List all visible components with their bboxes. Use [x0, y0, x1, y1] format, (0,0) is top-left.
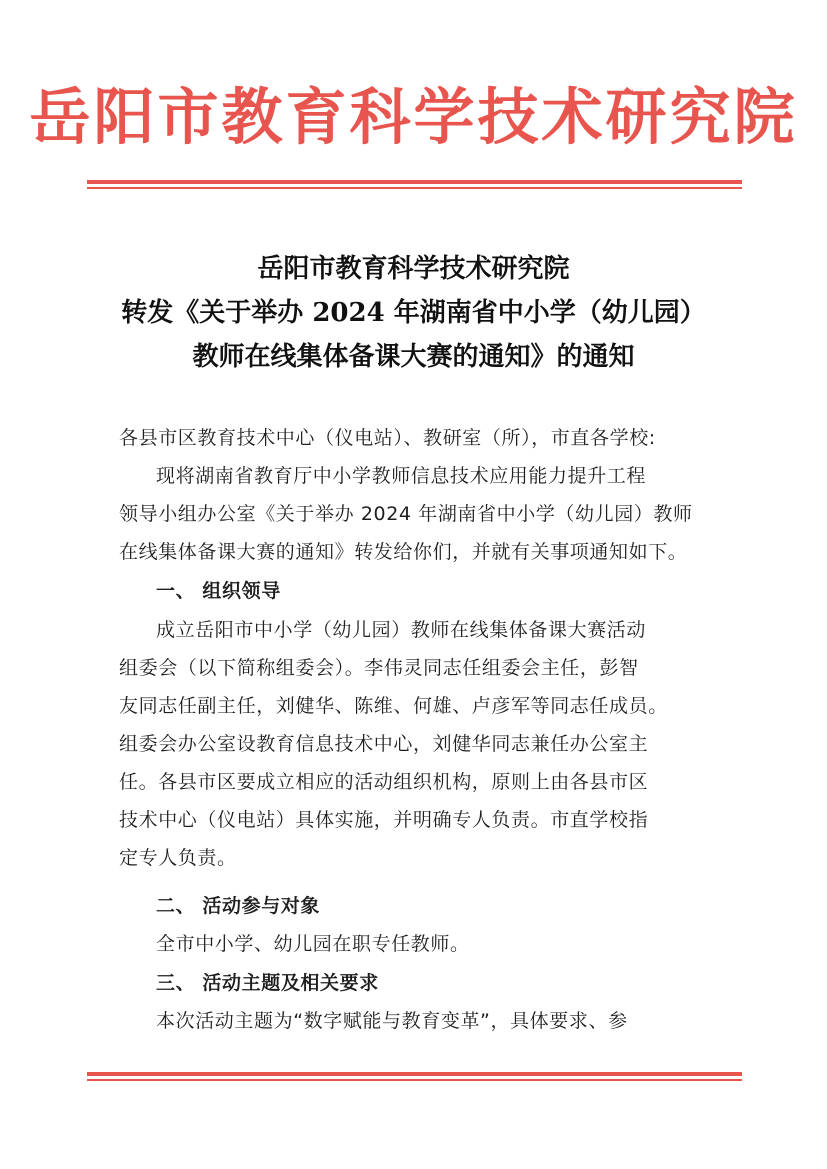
- section-heading-3: 三、 活动主题及相关要求: [156, 972, 379, 994]
- section1-line: 组委会办公室设教育信息技术中心，刘健华同志兼任办公室主: [119, 733, 649, 755]
- section1-line: 友同志任副主任，刘健华、陈维、何雄、卢彦军等同志任成员。: [119, 695, 668, 717]
- section2-line: 全市中小学、幼儿园在职专任教师。: [156, 933, 470, 955]
- section1-line: 技术中心（仪电站）具体实施，并明确专人负责。市直学校指: [119, 809, 649, 831]
- section-heading-2: 二、 活动参与对象: [156, 895, 321, 917]
- footer-rule-thin: [87, 1079, 742, 1081]
- section1-line: 组委会（以下简称组委会）。李伟灵同志任组委会主任，彭智: [119, 657, 639, 679]
- title-line-2: 转发《关于举办 2024 年湖南省中小学（幼儿园）: [121, 298, 706, 328]
- title-line-1: 岳阳市教育科学技术研究院: [257, 254, 570, 284]
- masthead-title: 岳阳市教育科学技术研究院: [29, 82, 798, 153]
- section1-line: 成立岳阳市中小学（幼儿园）教师在线集体备课大赛活动: [156, 619, 647, 641]
- intro-line: 在线集体备课大赛的通知》转发给你们，并就有关事项通知如下。: [119, 541, 688, 563]
- footer-rule-thick: [87, 1072, 742, 1076]
- salutation: 各县市区教育技术中心（仪电站）、教研室（所），市直各学校:: [119, 427, 656, 449]
- section-heading-1: 一、 组织领导: [156, 580, 281, 602]
- section3-line: 本次活动主题为“数字赋能与教育变革”，具体要求、参: [156, 1010, 628, 1032]
- title-line-3: 教师在线集体备课大赛的通知》的通知: [192, 342, 635, 372]
- intro-line: 领导小组办公室《关于举办 2024 年湖南省中小学（幼儿园）教师: [119, 503, 693, 525]
- section1-line: 定专人负责。: [119, 847, 237, 869]
- intro-line: 现将湖南省教育厅中小学教师信息技术应用能力提升工程: [156, 465, 647, 487]
- section1-line: 任。各县市区要成立相应的活动组织机构，原则上由各县市区: [119, 771, 649, 793]
